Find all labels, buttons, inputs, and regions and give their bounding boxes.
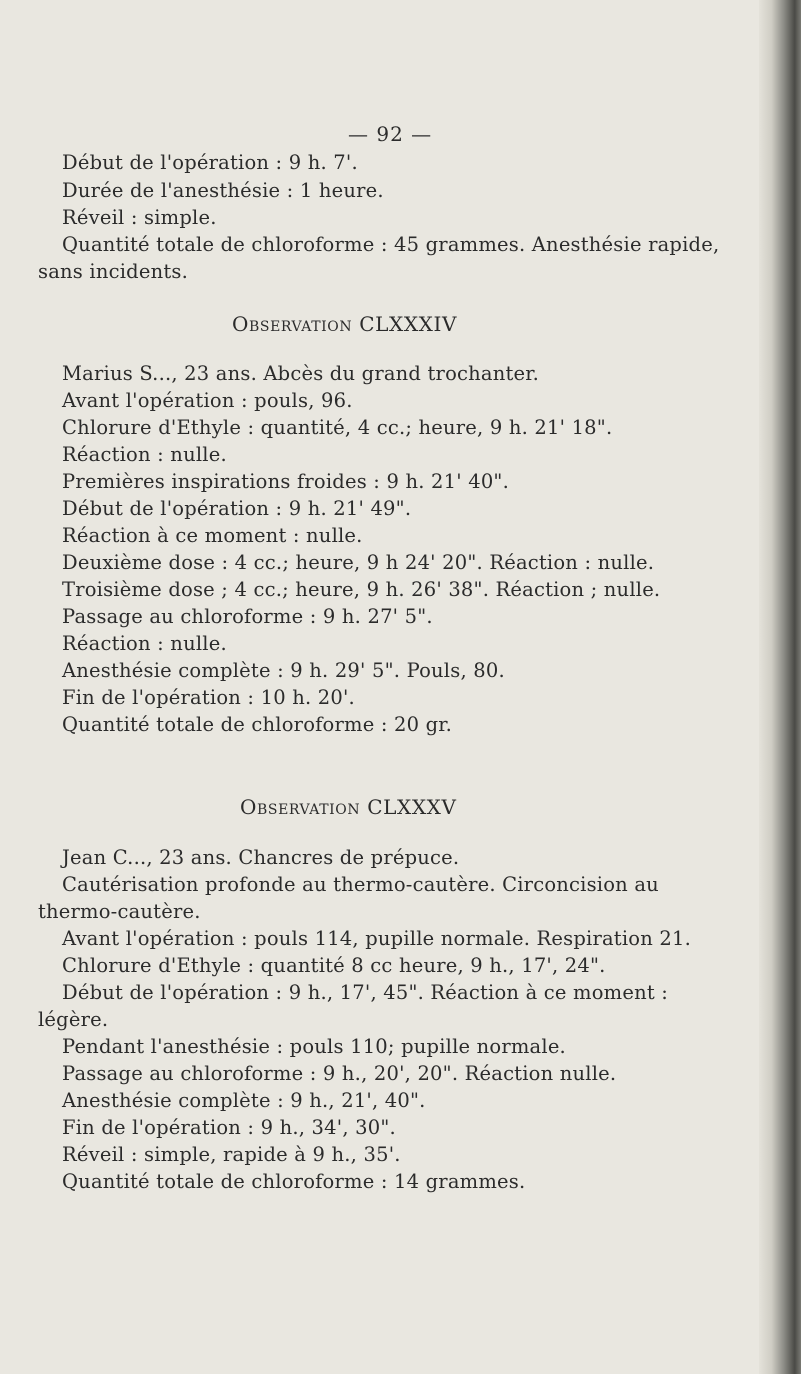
intro-line: Durée de l'anesthésie : 1 heure. <box>62 179 384 202</box>
observation-heading: Observation CLXXXV <box>240 795 457 819</box>
text-line: Réaction : nulle. <box>62 443 227 466</box>
text-line: Réaction à ce moment : nulle. <box>62 524 363 547</box>
text-line: Pendant l'anesthésie : pouls 110; pupille normale. <box>62 1035 566 1058</box>
text-line: Chlorure d'Ethyle : quantité, 4 cc.; heure, 9 h. 21' 18". <box>62 416 613 439</box>
intro-line: Début de l'opération : 9 h. 7'. <box>62 151 358 174</box>
text-line: Anesthésie complète : 9 h., 21', 40". <box>62 1089 426 1112</box>
text-line: thermo-cautère. <box>38 900 201 923</box>
text-line: Deuxième dose : 4 cc.; heure, 9 h 24' 20". Réaction : nulle. <box>62 551 655 574</box>
text-line: Fin de l'opération : 9 h., 34', 30". <box>62 1116 396 1139</box>
text-line: Chlorure d'Ethyle : quantité 8 cc heure, 9 h., 17', 24". <box>62 954 606 977</box>
text-line: Avant l'opération : pouls, 96. <box>62 389 353 412</box>
text-line: Quantité totale de chloroforme : 14 grammes. <box>62 1170 526 1193</box>
text-line: Fin de l'opération : 10 h. 20'. <box>62 686 355 709</box>
text-line: Début de l'opération : 9 h. 21' 49". <box>62 497 412 520</box>
intro-line: Réveil : simple. <box>62 206 217 229</box>
text-line: Passage au chloroforme : 9 h., 20', 20". Réaction nulle. <box>62 1062 617 1085</box>
text-line: Réveil : simple, rapide à 9 h., 35'. <box>62 1143 401 1166</box>
page-edge-shadow <box>759 0 801 1374</box>
text-line: légère. <box>38 1008 109 1031</box>
text-line: Début de l'opération : 9 h., 17', 45". Réaction à ce moment : <box>62 981 669 1004</box>
text-line: Troisième dose ; 4 cc.; heure, 9 h. 26' 38". Réaction ; nulle. <box>62 578 661 601</box>
text-line: Passage au chloroforme : 9 h. 27' 5". <box>62 605 433 628</box>
intro-line: Quantité totale de chloroforme : 45 grammes. Anesthésie rapide, <box>62 233 720 256</box>
text-line: Réaction : nulle. <box>62 632 227 655</box>
observation-heading: Observation CLXXXIV <box>232 312 458 336</box>
text-line: Avant l'opération : pouls 114, pupille normale. Respiration 21. <box>62 927 691 950</box>
text-line: Marius S..., 23 ans. Abcès du grand trochanter. <box>62 362 540 385</box>
text-line: Cautérisation profonde au thermo-cautère. Circoncision au <box>62 873 659 896</box>
text-line: Premières inspirations froides : 9 h. 21' 40". <box>62 470 509 493</box>
text-line: Anesthésie complète : 9 h. 29' 5". Pouls, 80. <box>62 659 505 682</box>
text-line: Quantité totale de chloroforme : 20 gr. <box>62 713 453 736</box>
text-line: Jean C..., 23 ans. Chancres de prépuce. <box>62 846 460 869</box>
page-number: — 92 — <box>348 122 433 146</box>
intro-line: sans incidents. <box>38 260 188 283</box>
